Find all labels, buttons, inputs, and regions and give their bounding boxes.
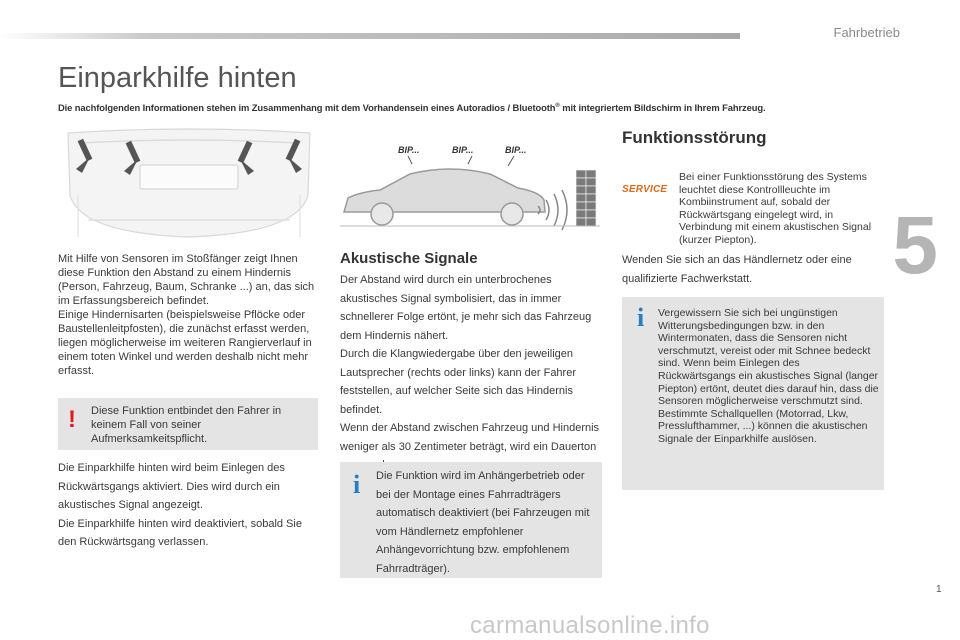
intro-text: Die nachfolgenden Informationen stehen im Zusammenhang mit dem Vorhandensein eines Autoradios / Bluetooth® mit integriertem Bildschirm in Ihrem Fahrzeug. [58,102,766,113]
trailer-info-box [340,462,602,578]
middle-paragraph-1: Der Abstand wird durch ein unterbrochenes akustisches Signal symbolisiert, das in immer schnellerer Folge ertönt, je mehr sich das Fahrzeug dem Hindernis nähert. [340,274,592,342]
malfunction-heading: Funktionsstörung [622,128,767,147]
car-parking-illustration [340,140,602,240]
warning-text: Diese Funktion entbindet den Fahrer in keinem Fall von seiner Aufmerksamkeitspflicht. [91,405,282,445]
acoustic-signals-heading: Akustische Signale [340,250,478,267]
info-icon: i [637,303,645,332]
left-paragraph-1: Mit Hilfe von Sensoren im Stoßfänger zeigt Ihnen diese Funktion den Abstand zu einem Hindernis (Person, Fahrzeug, Baum, Schranke ...) an, das sich im Erfassungsbereich befindet. [58,253,315,307]
bip-label-1: BIP... [398,145,420,155]
header-bar [0,33,740,39]
rear-bumper-illustration [58,125,320,243]
middle-paragraph-2: Durch die Klangwiedergabe über den jeweiligen Lautsprecher (rechts oder links) kann der Fahrer feststellen, auf welcher Seite sich das Hindernis befindet. [340,348,576,416]
chapter-number: 5 [892,200,938,291]
bip-label-3: BIP... [505,145,527,155]
trailer-info-text: Die Funktion wird im Anhängerbetrieb oder bei der Montage eines Fahrradträgers automatisch deaktiviert (bei Fahrzeugen mit vom Händlernetz empfohlener Anhängevorrichtung bzw. empfohlenem Fahrradträger). [376,470,590,575]
left-paragraph-4: Die Einparkhilfe hinten wird deaktiviert, sobald Sie den Rückwärtsgang verlassen. [58,517,302,548]
right-paragraph-1: Wenden Sie sich an das Händlernetz oder eine qualifizierte Fachwerkstatt. [622,254,852,285]
service-warning-icon: SERVICE [622,184,668,195]
page-number: 1 [936,584,942,595]
info-icon: i [353,470,361,499]
left-paragraph-2: Einige Hindernisarten (beispielsweise Pflöcke oder Baustellenleitpfosten), die zunächst erfasst werden, liegen möglicherweise im weiteren Rangierverlauf in einem toten Winkel und werden deshalb nicht mehr erfasst. [58,309,312,377]
weather-info-box [622,297,884,490]
wall-icon [576,170,596,226]
page-title: Einparkhilfe hinten [58,62,297,94]
section-header: Fahrbetrieb [833,25,900,40]
service-text: Bei einer Funktionsstörung des Systems leuchtet diese Kontrollleuchte im Kombiinstrument auf, sobald der Rückwärtsgang eingelegt wird, in Verbindung mit einem akustischen Signal (kurzer Piepton). [679,171,872,246]
weather-info-text: Vergewissern Sie sich bei ungünstigen Witterungsbedingungen bzw. in den Wintermonaten, dass die Sensoren nicht verschmutzt, vereist oder mit Schnee bedeckt sind. Wenn beim Einlegen des Rückwärtsgangs ein akustisches Signal (langer Piepton) ertönt, deutet dies darauf hin, dass die Sensoren möglicherweise verschmutzt sind. Bestimmte Schallquellen (Motorrad, Lkw, Presslufthammer, ...) können die akustischen Signale der Einparkhilfe auslösen. [658,307,879,445]
warning-icon: ! [68,406,76,433]
watermark: carmanualsonline.info [470,612,710,639]
left-paragraph-3: Die Einparkhilfe hinten wird beim Einlegen des Rückwärtsgangs aktiviert. Dies wird durch ein akustisches Signal angezeigt. [58,462,285,511]
warning-box [58,398,318,450]
bip-label-2: BIP... [452,145,474,155]
middle-paragraph-3: Wenn der Abstand zwischen Fahrzeug und Hindernis weniger als 30 Zentimeter beträgt, wird ein Dauerton [340,422,600,453]
